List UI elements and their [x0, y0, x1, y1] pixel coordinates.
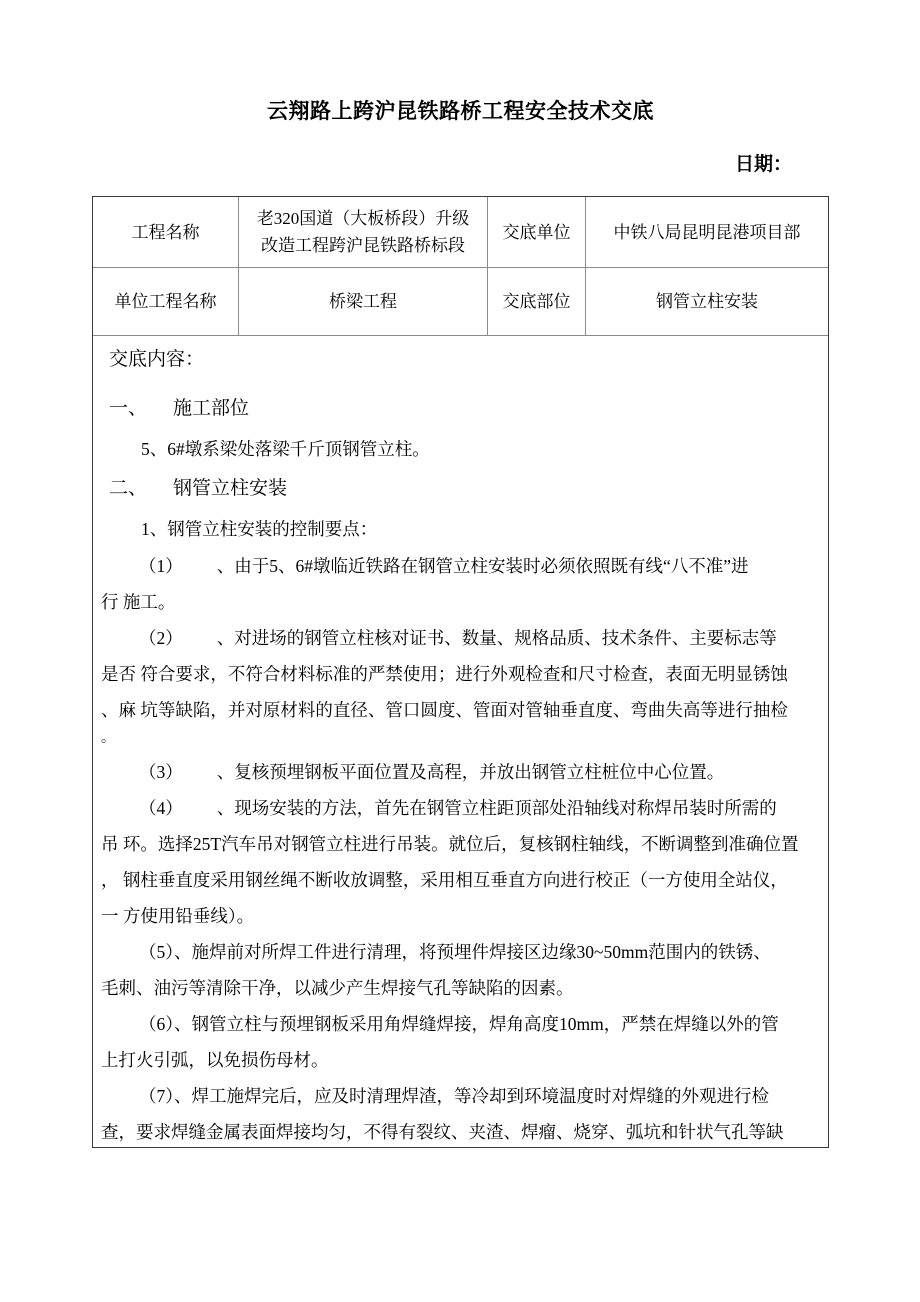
- item-number: （5）: [139, 942, 174, 962]
- item-text-continued: 、麻 坑等缺陷，并对原材料的直径、管口圆度、管面对管轴垂直度、弯曲失高等进行抽检: [101, 700, 788, 720]
- section-2-title: 钢管立柱安装: [173, 478, 288, 499]
- item-text-continued: 毛刺、油污等清除干净，以减少产生焊接气孔等缺陷的因素。: [101, 978, 574, 998]
- item-text-continued: 。: [101, 731, 115, 746]
- section-2-sub-heading: 1、钢管立柱安装的控制要点：: [141, 519, 378, 539]
- item-number: （3）: [139, 762, 183, 782]
- item-text: 、施焊前对所焊工件进行清理，将预埋件焊接区边缘30~50mm范围内的铁锈、: [174, 942, 771, 962]
- disclosure-content: [93, 336, 828, 1147]
- project-name-label: 工程名称: [93, 197, 239, 267]
- list-item: [101, 934, 820, 970]
- item-text-continued: 行 施工。: [101, 592, 176, 612]
- item-text-continued: 吊 环。选择25T汽车吊对钢管立柱进行吊装。就位后，复核钢柱轴线，不断调整到准确位置: [101, 834, 799, 854]
- item-text-continued: 查，要求焊缝金属表面焊接均匀，不得有裂纹、夹渣、焊瘤、烧穿、弧坑和针状气孔等缺: [101, 1122, 784, 1142]
- unit-project-name-label: 单位工程名称: [93, 268, 239, 335]
- list-item: [101, 548, 820, 584]
- list-item: [101, 1078, 820, 1114]
- list-item: [101, 620, 820, 656]
- project-name-line-1: 老320国道（大板桥段）升级: [256, 209, 470, 228]
- section-1-text: 5、6#墩系梁处落梁千斤顶钢管立柱。: [141, 439, 430, 459]
- content-heading: 交底内容：: [109, 349, 205, 370]
- list-item: [101, 1006, 820, 1042]
- item-text: 、对进场的钢管立柱核对证书、数量、规格品质、技术条件、主要标志等: [216, 628, 777, 648]
- item-text: 、现场安装的方法，首先在钢管立柱距顶部处沿轴线对称焊吊装时所需的: [216, 798, 777, 818]
- item-text-continued: 是否 符合要求，不符合材料标准的严禁使用；进行外观检查和尺寸检查，表面无明显锈蚀: [101, 664, 788, 684]
- table-row: [93, 268, 828, 336]
- section-1-heading: [101, 388, 820, 430]
- item-number: （4）: [139, 798, 183, 818]
- disclosure-part-label: 交底部位: [488, 268, 586, 335]
- page-title: 云翔路上跨沪昆铁路桥工程安全技术交底: [267, 100, 654, 123]
- disclosure-unit-label: 交底单位: [488, 197, 586, 267]
- disclosure-table: [92, 196, 829, 1148]
- item-text-continued: 上打火引弧，以免损伤母材。: [101, 1050, 329, 1070]
- section-2-heading: [101, 468, 820, 510]
- item-text: 、钢管立柱与预埋钢板采用角焊缝焊接，焊角高度10mm，严禁在焊缝以外的管: [174, 1014, 779, 1034]
- item-number: （6）: [139, 1014, 174, 1034]
- list-item: [101, 790, 820, 826]
- date-label: 日期：: [734, 154, 792, 175]
- section-1-number: 一、: [109, 398, 148, 419]
- unit-project-name-value: 桥梁工程: [239, 268, 488, 335]
- disclosure-part-value: 钢管立柱安装: [656, 292, 758, 311]
- item-number: （1）: [139, 556, 183, 576]
- item-text-continued: 一 方使用铅垂线）。: [101, 906, 255, 926]
- project-name-value: [239, 197, 488, 267]
- list-item: [101, 754, 820, 790]
- project-name-line-2: 改造工程跨沪昆铁路桥标段: [261, 236, 465, 255]
- section-2-number: 二、: [109, 478, 148, 499]
- section-1-title: 施工部位: [173, 398, 250, 419]
- item-text: 、由于5、6#墩临近铁路在钢管立柱安装时必须依照既有线“八不准”进: [216, 556, 749, 576]
- item-number: （7）: [139, 1086, 174, 1106]
- item-text: 、焊工施焊完后，应及时清理焊渣，等冷却到环境温度时对焊缝的外观进行检: [174, 1086, 769, 1106]
- item-text: 、复核预埋钢板平面位置及高程，并放出钢管立柱桩位中心位置。: [216, 762, 725, 782]
- item-text-continued: ， 钢柱垂直度采用钢丝绳不断收放调整，采用相互垂直方向进行校正（一方使用全站仪，: [101, 870, 788, 890]
- item-number: （2）: [139, 628, 183, 648]
- disclosure-unit-value: 中铁八局昆明昆港项目部: [613, 222, 801, 242]
- table-row: [93, 197, 828, 268]
